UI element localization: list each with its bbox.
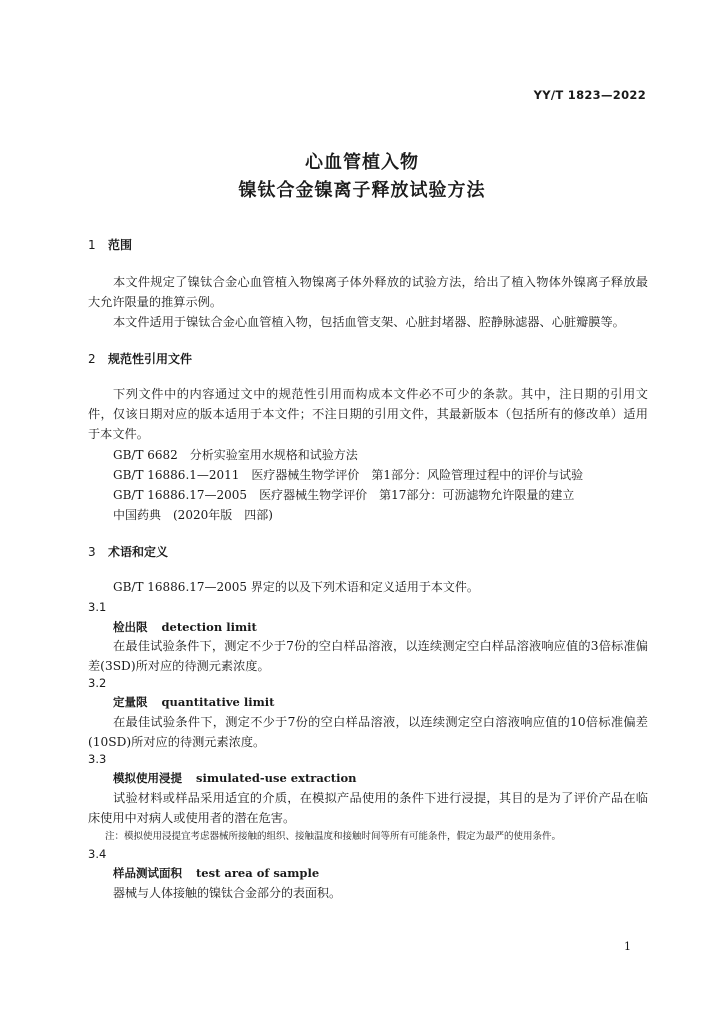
term-definition: 试验材料或样品采用适宜的介质，在模拟产品使用的条件下进行浸提，其目的是为了评价产品在临床使用中对病人或使用者的潜在危害。 xyxy=(88,791,648,825)
section-1-paragraph-2: 本文件适用于镍钛合金心血管植入物，包括血管支架、心脏封堵器、腔静脉滤器、心脏瓣膜等。 xyxy=(113,315,625,329)
section-3-heading xyxy=(88,543,168,560)
term-note: 注：模拟使用浸提宜考虑器械所接触的组织、接触温度和接触时间等所有可能条件，假定为最严的使用条件。 xyxy=(105,831,562,842)
term-number: 3.2 xyxy=(88,676,107,690)
term-heading xyxy=(113,619,257,635)
section-2-heading xyxy=(88,350,192,367)
term-zh: 检出限 xyxy=(113,620,148,634)
section-2-paragraph-1: 下列文件中的内容通过文中的规范性引用而构成本文件必不可少的条款。其中，注日期的引用文件，仅该日期对应的版本适用于本文件；不注日期的引用文件，其最新版本（包括所有的修改单）适用于本文件。 xyxy=(88,387,648,441)
term-definition: 器械与人体接触的镍钛合金部分的表面积。 xyxy=(113,886,342,900)
term-zh: 样品测试面积 xyxy=(113,866,182,880)
reference-item: 中国药典 (2020年版 四部) xyxy=(113,508,273,522)
standard-code: YY/T 1823—2022 xyxy=(533,88,646,102)
page-number: 1 xyxy=(624,940,631,953)
term-en: test area of sample xyxy=(196,866,320,880)
term-definition: 在最佳试验条件下，测定不少于7份的空白样品溶液，以连续测定空白溶液响应值的10倍标准偏差(10SD)所对应的待测元素浓度。 xyxy=(88,715,648,749)
term-zh: 定量限 xyxy=(113,695,148,709)
section-title: 术语和定义 xyxy=(108,545,169,559)
term-en: simulated-use extraction xyxy=(196,771,357,785)
section-title: 规范性引用文件 xyxy=(108,352,193,366)
term-heading xyxy=(113,770,357,786)
term-zh: 模拟使用浸提 xyxy=(113,771,182,785)
term-number: 3.1 xyxy=(88,600,107,614)
term-en: quantitative limit xyxy=(161,695,275,709)
term-heading xyxy=(113,865,319,881)
section-title: 范围 xyxy=(108,238,133,252)
section-1-heading xyxy=(88,236,132,253)
section-number: 2 xyxy=(88,352,96,366)
term-heading xyxy=(113,694,274,710)
section-number: 1 xyxy=(88,238,96,252)
reference-item: GB/T 6682 分析实验室用水规格和试验方法 xyxy=(113,448,358,462)
section-number: 3 xyxy=(88,545,96,559)
section-3-intro: GB/T 16886.17—2005 界定的以及下列术语和定义适用于本文件。 xyxy=(113,580,479,594)
term-en: detection limit xyxy=(161,620,257,634)
reference-item: GB/T 16886.1—2011 医疗器械生物学评价 第1部分：风险管理过程中的评价与试验 xyxy=(113,468,584,482)
term-definition: 在最佳试验条件下，测定不少于7份的空白样品溶液，以连续测定空白样品溶液响应值的3倍标准偏差(3SD)所对应的待测元素浓度。 xyxy=(88,639,648,673)
title-line-2: 镍钛合金镍离子释放试验方法 xyxy=(238,180,486,201)
reference-item: GB/T 16886.17—2005 医疗器械生物学评价 第17部分：可沥滤物允许限量的建立 xyxy=(113,488,575,502)
term-number: 3.4 xyxy=(88,847,107,861)
term-number: 3.3 xyxy=(88,752,107,766)
section-1-paragraph-1: 本文件规定了镍钛合金心血管植入物镍离子体外释放的试验方法，给出了植入物体外镍离子释放最大允许限量的推算示例。 xyxy=(88,275,648,309)
title-line-1: 心血管植入物 xyxy=(305,152,419,173)
